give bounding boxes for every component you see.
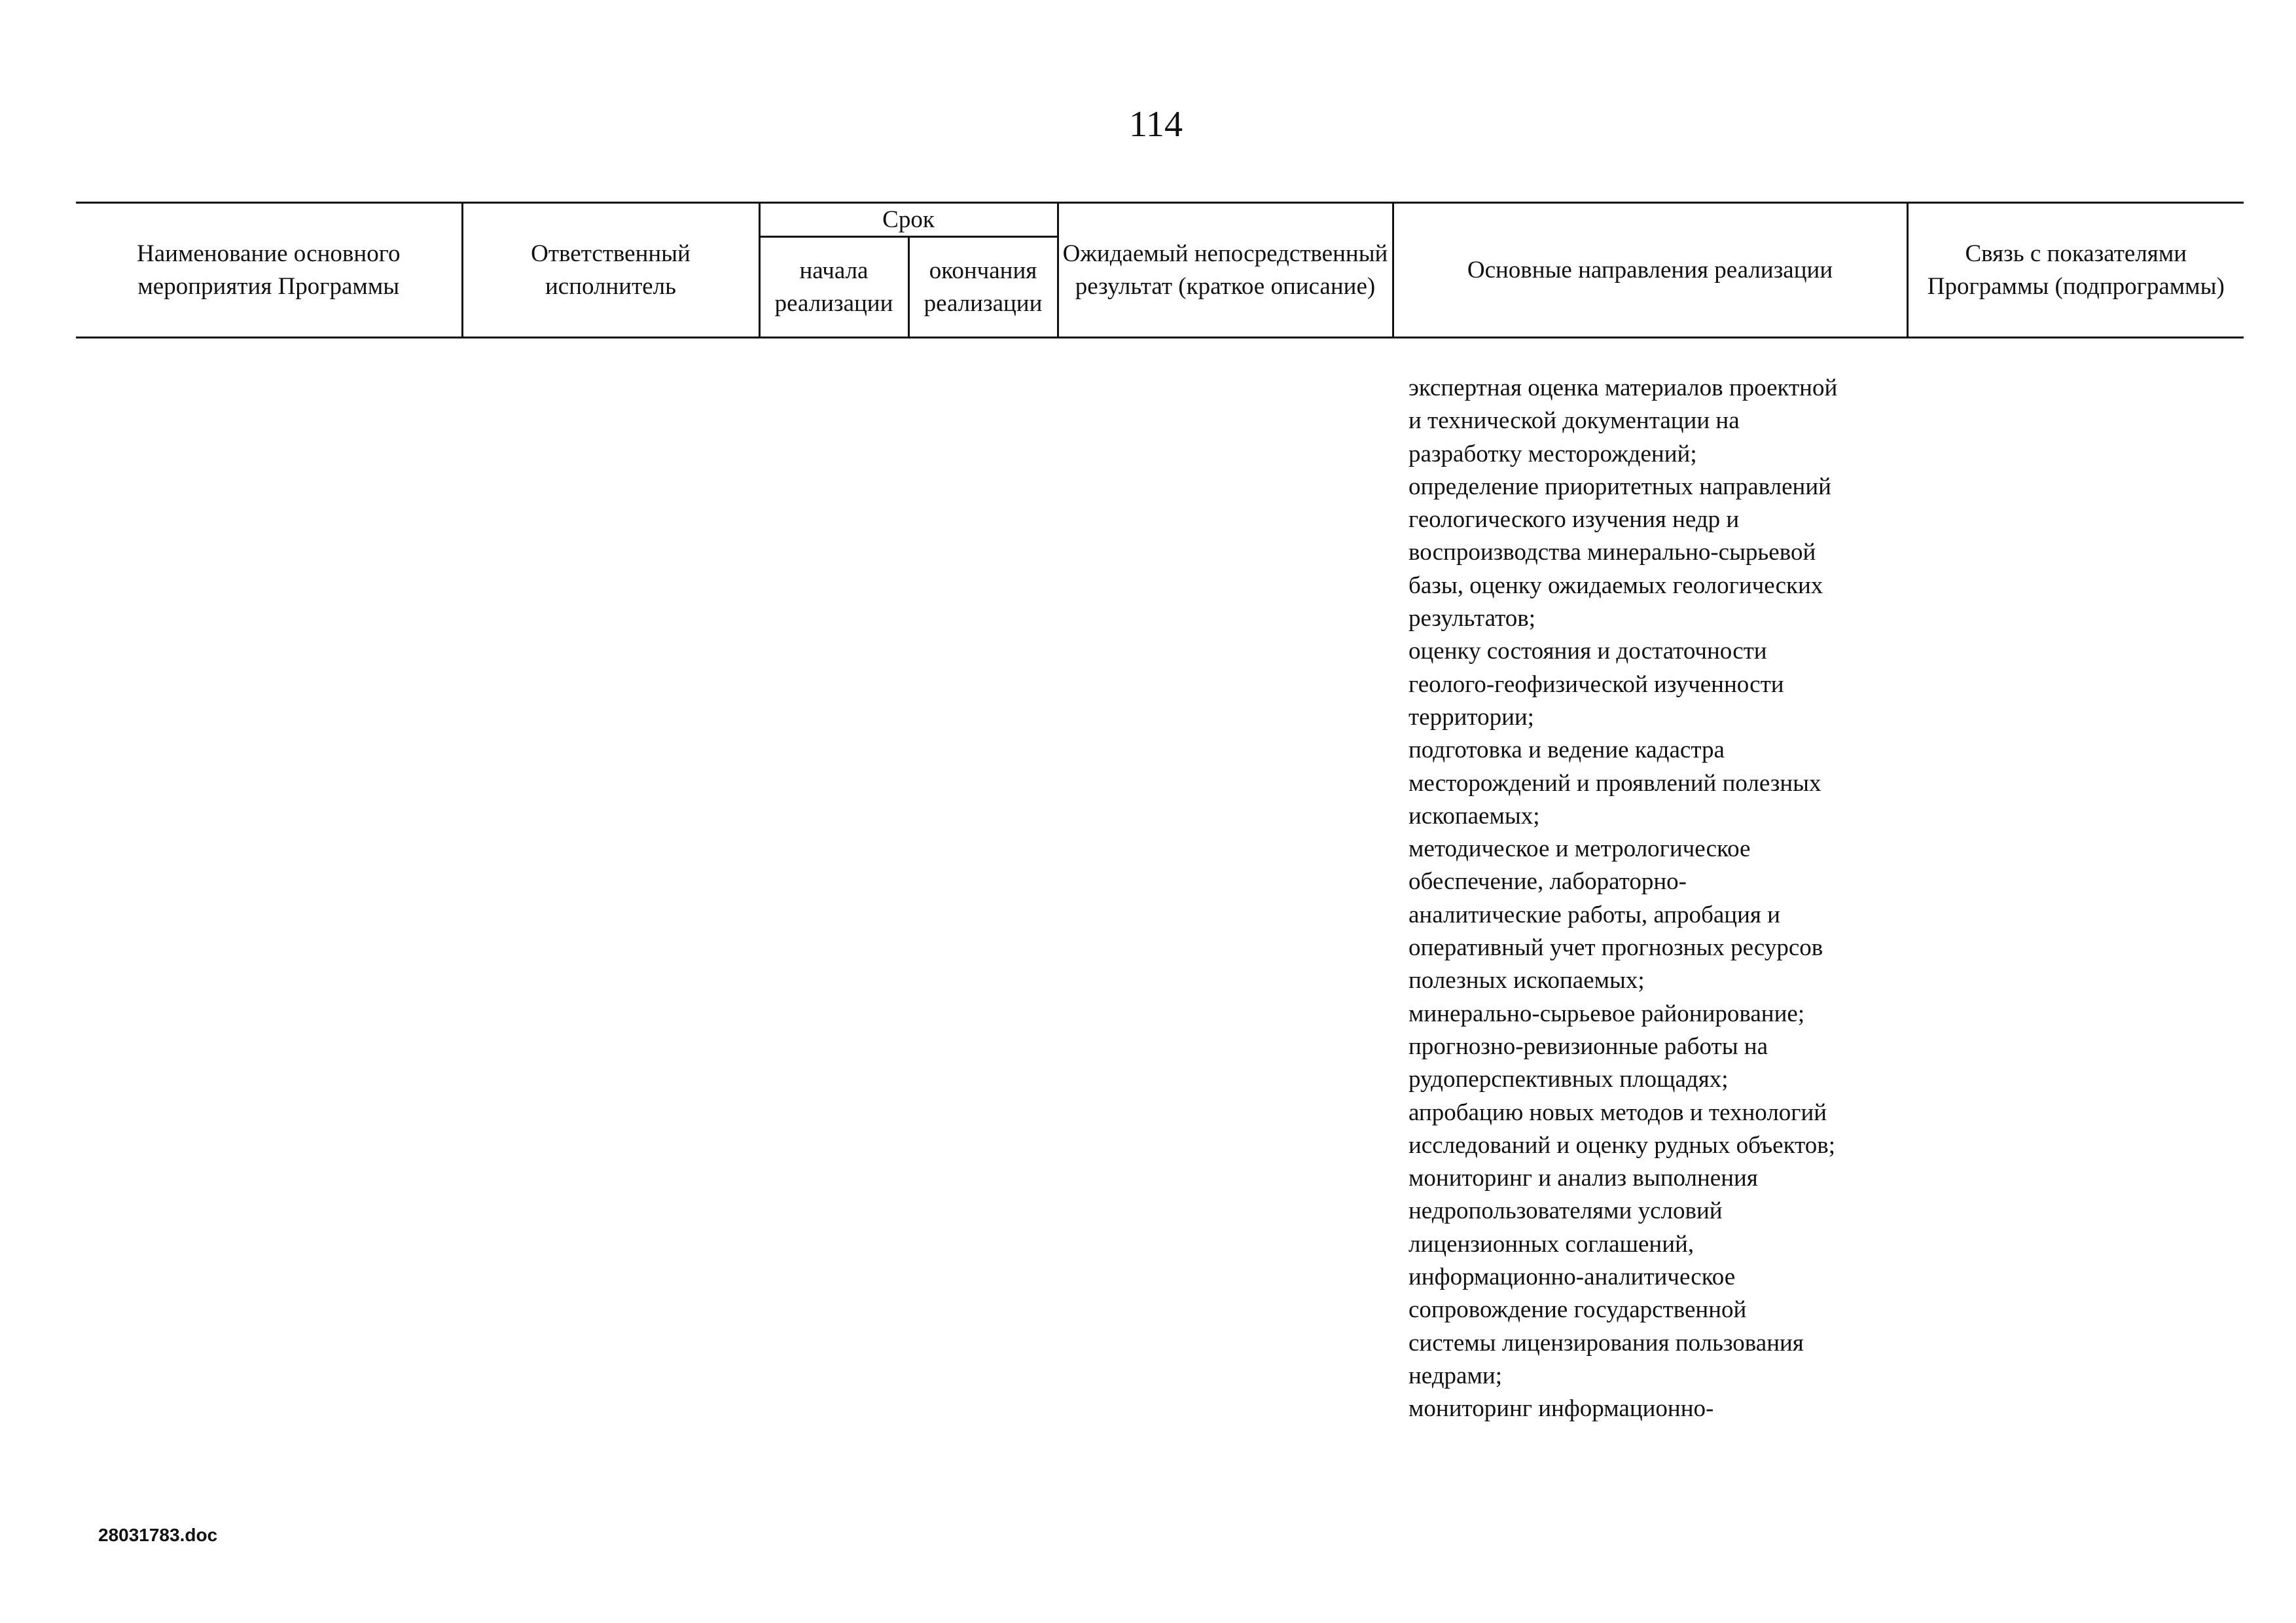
page-number: 114 <box>1129 104 1183 145</box>
column-header-result: Ожидаемый непосредственный результат (краткое описание) <box>1058 203 1393 338</box>
directions-line: экспертная оценка материалов проектной <box>1408 374 1838 401</box>
directions-line: территории; <box>1408 703 1534 731</box>
directions-line: минерально-сырьевое районирование; <box>1408 1000 1805 1027</box>
directions-line: геологического изучения недр и <box>1408 506 1740 534</box>
directions-line: сопровождение государственной <box>1408 1296 1747 1324</box>
directions-line: разработку месторождений; <box>1408 440 1697 467</box>
column-header-term-end: окончания реализации <box>908 237 1058 338</box>
directions-line: оперативный учет прогнозных ресурсов <box>1408 934 1823 962</box>
directions-line: мониторинг и анализ выполнения <box>1408 1165 1758 1192</box>
column-header-directions: Основные направления реализации <box>1393 203 1907 338</box>
directions-line: и технической документации на <box>1408 407 1740 435</box>
directions-line: прогнозно-ревизионные работы на <box>1408 1032 1768 1060</box>
column-header-term: Срок <box>759 203 1058 237</box>
table-header <box>76 202 2244 338</box>
column-header-executor: Ответственный исполнитель <box>462 203 759 338</box>
directions-line: апробацию новых методов и технологий <box>1408 1099 1827 1126</box>
column-header-link: Связь с показателями Программы (подпрограммы) <box>1907 203 2244 338</box>
directions-line: оценку состояния и достаточности <box>1408 638 1767 665</box>
directions-text <box>1408 372 1912 1426</box>
directions-line: информационно-аналитическое <box>1408 1264 1736 1291</box>
directions-line: недропользователями условий <box>1408 1197 1723 1225</box>
directions-line: лицензионных соглашений, <box>1408 1230 1695 1258</box>
directions-line: исследований и оценку рудных объектов; <box>1408 1131 1835 1159</box>
directions-line: ископаемых; <box>1408 802 1540 830</box>
column-header-term-start: начала реализации <box>759 237 908 338</box>
directions-line: мониторинг информационно- <box>1408 1395 1714 1423</box>
directions-line: подготовка и ведение кадастра <box>1408 737 1725 764</box>
directions-line: геолого-геофизической изученности <box>1408 670 1784 698</box>
directions-line: определение приоритетных направлений <box>1408 473 1831 500</box>
footer-filename: 28031783.doc <box>98 1525 218 1545</box>
directions-line: недрами; <box>1408 1362 1502 1389</box>
directions-line: аналитические работы, апробация и <box>1408 901 1780 928</box>
directions-line: воспроизводства минерально-сырьевой <box>1408 539 1816 566</box>
directions-line: базы, оценку ожидаемых геологических <box>1408 572 1823 599</box>
directions-line: месторождений и проявлений полезных <box>1408 769 1821 797</box>
directions-line: полезных ископаемых; <box>1408 967 1645 994</box>
directions-line: результатов; <box>1408 605 1536 632</box>
directions-line: обеспечение, лабораторно- <box>1408 868 1687 896</box>
directions-line: рудоперспективных площадях; <box>1408 1066 1729 1093</box>
directions-line: методическое и метрологическое <box>1408 835 1751 863</box>
directions-line: системы лицензирования пользования <box>1408 1329 1804 1357</box>
column-header-name: Наименование основного мероприятия Программы <box>76 203 462 338</box>
